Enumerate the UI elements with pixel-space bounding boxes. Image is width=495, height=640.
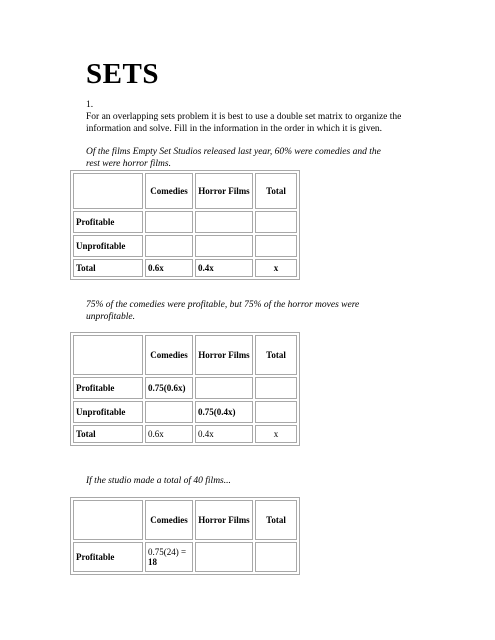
header-total: Total — [255, 500, 297, 540]
cell-total-total: x — [255, 259, 297, 277]
step1-statement: Of the films Empty Set Studios released last year, 60% were comedies and the rest were horror films. — [86, 147, 381, 169]
cell-profitable-comedies — [145, 211, 193, 233]
header-horror-films: Horror Films — [195, 173, 253, 209]
cell-unprofitable-comedies — [145, 235, 193, 257]
cell-profitable-total — [255, 211, 297, 233]
cell-profitable-horror — [195, 542, 253, 572]
cell-profitable-total — [255, 542, 297, 572]
matrix-corner-cell — [73, 335, 143, 375]
cell-unprofitable-total — [255, 401, 297, 423]
cell-total-comedies: 0.6x — [145, 259, 193, 277]
matrix-step2 — [70, 332, 300, 446]
cell-unprofitable-horror — [195, 235, 253, 257]
cell-unprofitable-horror: 0.75(0.4x) — [195, 401, 253, 423]
matrix-step1 — [70, 170, 300, 280]
cell-profitable-horror — [195, 377, 253, 399]
cell-total-horror: 0.4x — [195, 425, 253, 443]
cell-profitable-comedies: 0.75(0.6x) — [145, 377, 193, 399]
profitable-comedies-value: 18 — [148, 557, 157, 567]
header-comedies: Comedies — [145, 335, 193, 375]
row-label-unprofitable: Unprofitable — [73, 235, 143, 257]
header-horror-films: Horror Films — [195, 500, 253, 540]
header-horror-films: Horror Films — [195, 335, 253, 375]
header-comedies: Comedies — [145, 173, 193, 209]
profitable-comedies-expression: 0.75(24) = — [148, 547, 187, 557]
matrix-corner-cell — [73, 500, 143, 540]
matrix-corner-cell — [73, 173, 143, 209]
row-label-profitable: Profitable — [73, 211, 143, 233]
cell-unprofitable-comedies — [145, 401, 193, 423]
cell-total-horror: 0.4x — [195, 259, 253, 277]
cell-total-comedies: 0.6x — [145, 425, 193, 443]
row-label-total: Total — [73, 259, 143, 277]
row-label-total: Total — [73, 425, 143, 443]
cell-profitable-total — [255, 377, 297, 399]
cell-total-total: x — [255, 425, 297, 443]
header-total: Total — [255, 173, 297, 209]
row-label-profitable: Profitable — [73, 542, 143, 572]
cell-unprofitable-total — [255, 235, 297, 257]
header-comedies: Comedies — [145, 500, 193, 540]
step2-statement: 75% of the comedies were profitable, but 75% of the horror moves were unprofitable. — [86, 300, 360, 322]
matrix-step3 — [70, 497, 300, 575]
problem-number: 1. — [86, 100, 94, 110]
step3-statement: If the studio made a total of 40 films... — [86, 476, 231, 486]
page-title: SETS — [86, 58, 159, 90]
row-label-profitable: Profitable — [73, 377, 143, 399]
cell-profitable-comedies — [145, 542, 193, 572]
intro-text: For an overlapping sets problem it is best to use a double set matrix to organize the information and solve. Fill in the information in the order in which it is given. — [86, 112, 402, 134]
row-label-unprofitable: Unprofitable — [73, 401, 143, 423]
cell-profitable-horror — [195, 211, 253, 233]
header-total: Total — [255, 335, 297, 375]
